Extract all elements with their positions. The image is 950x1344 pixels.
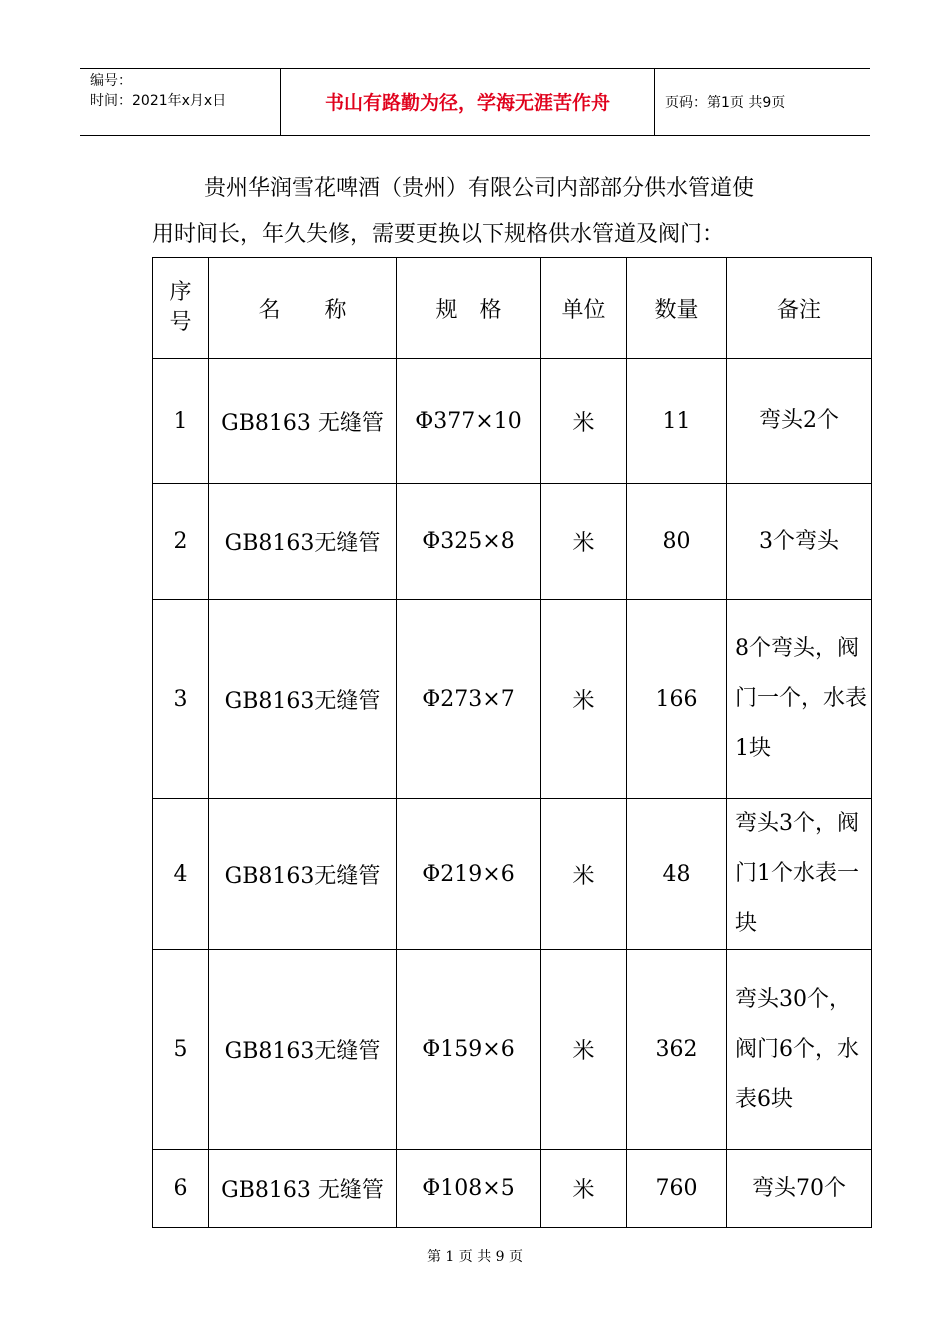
cell-name: GB8163无缝管 — [209, 600, 397, 799]
table-row — [153, 950, 872, 1150]
cell-seq: 6 — [153, 1150, 209, 1228]
header-note: 备注 — [727, 258, 872, 359]
cell-note: 3个弯头 — [727, 484, 872, 600]
cell-name: GB8163无缝管 — [209, 484, 397, 600]
cell-spec: Φ273×7 — [397, 600, 541, 799]
cell-unit: 米 — [541, 600, 627, 799]
cell-seq: 4 — [153, 799, 209, 950]
header-divider — [654, 69, 655, 135]
pipe-spec-table — [152, 257, 872, 1228]
header-page-number: 页码：第1页 共9页 — [665, 95, 786, 111]
cell-spec: Φ219×6 — [397, 799, 541, 950]
cell-qty: 166 — [627, 600, 727, 799]
cell-name: GB8163 无缝管 — [209, 1150, 397, 1228]
cell-qty: 80 — [627, 484, 727, 600]
page-footer: 第 1 页 共 9 页 — [426, 1249, 524, 1265]
cell-note: 弯头30个，阀门6个，水表6块 — [727, 950, 872, 1150]
cell-seq: 2 — [153, 484, 209, 600]
table-row — [153, 600, 872, 799]
header-motto: 书山有路勤为径，学海无涯苦作舟 — [324, 92, 610, 114]
cell-name: GB8163 无缝管 — [209, 359, 397, 484]
header-meta — [90, 71, 226, 111]
cell-seq: 1 — [153, 359, 209, 484]
cell-note: 弯头3个，阀门1个水表一块 — [727, 799, 872, 950]
table-row — [153, 1150, 872, 1228]
cell-note: 8个弯头，阀门一个，水表1块 — [727, 600, 872, 799]
cell-qty: 362 — [627, 950, 727, 1150]
intro-paragraph — [152, 166, 872, 258]
cell-spec: Φ325×8 — [397, 484, 541, 600]
cell-note: 弯头70个 — [727, 1150, 872, 1228]
cell-qty: 48 — [627, 799, 727, 950]
table-row — [153, 484, 872, 600]
cell-name: GB8163无缝管 — [209, 799, 397, 950]
cell-unit: 米 — [541, 950, 627, 1150]
header-spec: 规 格 — [397, 258, 541, 359]
cell-spec: Φ377×10 — [397, 359, 541, 484]
table-row — [153, 799, 872, 950]
intro-line: 贵州华润雪花啤酒（贵州）有限公司内部部分供水管道使 — [204, 176, 755, 201]
serial-label: 编号： — [90, 73, 132, 89]
header-name: 名 称 — [209, 258, 397, 359]
table-header-row — [153, 258, 872, 359]
header-unit: 单位 — [541, 258, 627, 359]
cell-seq: 3 — [153, 600, 209, 799]
cell-unit: 米 — [541, 359, 627, 484]
cell-unit: 米 — [541, 799, 627, 950]
table-row — [153, 359, 872, 484]
cell-qty: 11 — [627, 359, 727, 484]
intro-line: 用时间长，年久失修，需要更换以下规格供水管道及阀门： — [152, 222, 725, 247]
cell-note: 弯头2个 — [727, 359, 872, 484]
cell-spec: Φ108×5 — [397, 1150, 541, 1228]
cell-unit: 米 — [541, 484, 627, 600]
cell-unit: 米 — [541, 1150, 627, 1228]
cell-seq: 5 — [153, 950, 209, 1150]
cell-spec: Φ159×6 — [397, 950, 541, 1150]
header-seq: 序 号 — [153, 258, 209, 359]
cell-name: GB8163无缝管 — [209, 950, 397, 1150]
header-qty: 数量 — [627, 258, 727, 359]
page-header — [80, 68, 870, 136]
time-label: 时间：2021年x月x日 — [90, 93, 227, 109]
cell-qty: 760 — [627, 1150, 727, 1228]
